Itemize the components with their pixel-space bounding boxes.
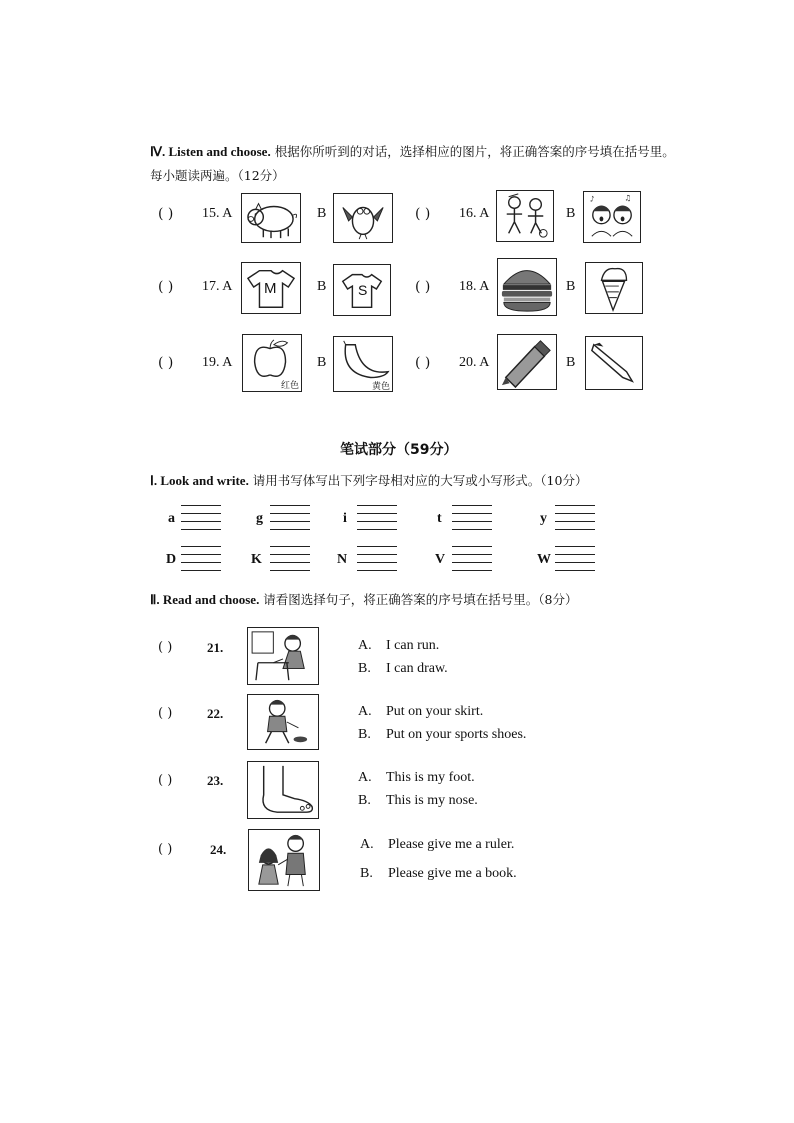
question-number-17: 17. A (202, 279, 233, 294)
question-number-20: 20. A (459, 355, 490, 370)
q23-option-a-letter: A. (358, 770, 372, 785)
q24-option-b-letter: B. (360, 866, 373, 881)
answer-paren-18[interactable]: ( ) (415, 279, 431, 295)
look-write-title-text: 请用书写体写出下列字母相对应的大写或小写形式。（10分） (248, 473, 588, 488)
writing-lines-D[interactable] (181, 546, 221, 572)
q23-option-b-letter: B. (358, 793, 371, 808)
letter-N: N (337, 552, 348, 567)
option-b-20: B (566, 355, 576, 370)
writing-lines-y[interactable] (555, 505, 595, 531)
listening-title-bold: Ⅳ. Listen and choose. (150, 144, 271, 159)
svg-text:♪: ♪ (589, 194, 595, 204)
look-write-title-bold: Ⅰ. Look and write. (150, 473, 249, 488)
tshirt-m-icon[interactable] (241, 262, 301, 314)
listening-title-text: 根据你所听到的对话，选择相应的图片，将正确答案的序号填在括号里。 (270, 144, 675, 159)
question-number-16: 16. A (459, 206, 490, 221)
read-choose-title-bold: Ⅱ. Read and choose. (150, 592, 260, 607)
look-write-title (150, 473, 780, 489)
svg-text:♫: ♫ (624, 193, 632, 203)
listening-subtitle: 每小题读两遍。（12分） (150, 168, 285, 183)
option-b-15: B (317, 206, 327, 221)
girl-boy-icon (248, 829, 320, 891)
letter-g: g (256, 511, 263, 526)
q24-option-a-letter: A. (360, 837, 374, 852)
q24-option-a[interactable]: Please give me a ruler. (388, 837, 515, 852)
hamburger-icon[interactable] (497, 258, 557, 316)
read-choose-title-text: 请看图选择句子，将正确答案的序号填在括号里。（8分） (259, 592, 578, 607)
writing-lines-i[interactable] (357, 505, 397, 531)
q22-option-b-letter: B. (358, 727, 371, 742)
q22-option-b[interactable]: Put on your sports shoes. (386, 727, 527, 742)
q21-option-b[interactable]: I can draw. (386, 661, 448, 676)
q23-option-b[interactable]: This is my nose. (386, 793, 478, 808)
apple-color-label: 红色 (281, 381, 300, 391)
answer-paren-22[interactable]: ( ) (158, 706, 173, 721)
boy-shoes-icon (247, 694, 319, 750)
q22-option-a-letter: A. (358, 704, 372, 719)
written-section-title: 笔试部分（59分） (340, 442, 458, 458)
option-b-17: B (317, 279, 327, 294)
ice-cream-icon[interactable] (585, 262, 643, 314)
read-choose-title (150, 592, 780, 608)
writing-lines-a[interactable] (181, 505, 221, 531)
answer-paren-17[interactable]: ( ) (158, 279, 174, 295)
question-number-18: 18. A (459, 279, 490, 294)
writing-lines-K[interactable] (270, 546, 310, 572)
answer-paren-20[interactable]: ( ) (415, 355, 431, 371)
apple-icon[interactable] (242, 334, 302, 392)
question-number-19: 19. A (202, 355, 233, 370)
answer-paren-21[interactable]: ( ) (158, 640, 173, 655)
letter-a: a (168, 511, 175, 526)
crayon-icon[interactable] (497, 334, 557, 390)
banana-color-label: 黄色 (372, 382, 391, 392)
option-b-19: B (317, 355, 327, 370)
singing-kids-icon[interactable] (583, 191, 641, 243)
answer-paren-23[interactable]: ( ) (158, 773, 173, 788)
tshirt-m-label: M (264, 280, 277, 297)
pen-icon[interactable] (585, 336, 643, 390)
writing-lines-g[interactable] (270, 505, 310, 531)
bird-icon[interactable] (333, 193, 393, 243)
letter-W: W (537, 552, 551, 567)
pig-icon[interactable] (241, 193, 301, 243)
question-number-21: 21. (207, 640, 224, 655)
playing-kids-icon[interactable] (496, 190, 554, 242)
q21-option-b-letter: B. (358, 661, 371, 676)
tshirt-s-icon[interactable] (333, 264, 391, 316)
answer-paren-15[interactable]: ( ) (158, 206, 174, 222)
q22-option-a[interactable]: Put on your skirt. (386, 704, 484, 719)
answer-paren-19[interactable]: ( ) (158, 355, 174, 371)
letter-i: i (343, 511, 347, 526)
q21-option-a-letter: A. (358, 638, 372, 653)
tshirt-s-label: S (358, 282, 368, 298)
writing-lines-V[interactable] (452, 546, 492, 572)
option-b-16: B (566, 206, 576, 221)
q23-option-a[interactable]: This is my foot. (386, 770, 475, 785)
foot-icon (247, 761, 319, 819)
letter-V: V (435, 552, 446, 567)
q24-option-b[interactable]: Please give me a book. (388, 866, 517, 881)
question-number-24: 24. (210, 842, 227, 857)
letter-K: K (251, 552, 262, 567)
drawing-boy-icon (247, 627, 319, 685)
answer-paren-24[interactable]: ( ) (158, 842, 173, 857)
writing-lines-N[interactable] (357, 546, 397, 572)
listening-title (150, 144, 770, 160)
q21-option-a[interactable]: I can run. (386, 638, 440, 653)
writing-lines-t[interactable] (452, 505, 492, 531)
writing-lines-W[interactable] (555, 546, 595, 572)
answer-paren-16[interactable]: ( ) (415, 206, 431, 222)
question-number-15: 15. A (202, 206, 233, 221)
letter-D: D (166, 552, 177, 567)
letter-y: y (540, 511, 547, 526)
letter-t: t (437, 511, 442, 526)
question-number-23: 23. (207, 773, 224, 788)
question-number-22: 22. (207, 706, 224, 721)
option-b-18: B (566, 279, 576, 294)
banana-icon[interactable] (333, 336, 393, 392)
